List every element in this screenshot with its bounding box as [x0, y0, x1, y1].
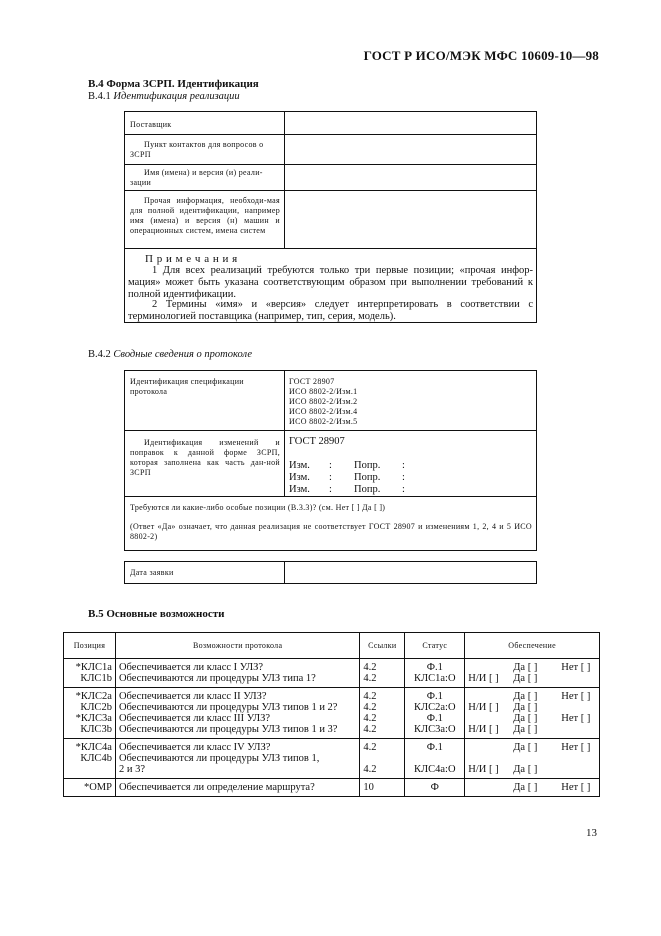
support-no-checkbox: Нет [ ]: [561, 662, 591, 673]
protocol-id-values: [289, 377, 357, 427]
table-row: [64, 659, 600, 688]
status-line: КЛС2а:О: [414, 702, 456, 713]
application-date-label: Дата заявки: [130, 568, 174, 577]
pos-line: *ОМР: [83, 782, 112, 793]
support-line: [468, 673, 596, 684]
row-divider: [124, 134, 537, 135]
table-header-row: [64, 633, 600, 659]
cell-support: [465, 659, 600, 688]
support-ni-checkbox: Н/И [ ]: [468, 724, 499, 735]
support-yes-checkbox: Да [ ]: [513, 713, 538, 724]
ref-line: 4.2: [363, 742, 377, 753]
table-row: [64, 779, 600, 797]
status-line: Ф.1: [426, 713, 443, 724]
other-info-label: Прочая информация, необходи-мая для полной идентификации, например имя (имена) и версия (н) машин и операционных систем, имена систем: [130, 196, 280, 235]
pos-line: [67, 764, 112, 775]
subsection-title: Сводные сведения о протоколе: [113, 349, 252, 360]
change-id-label: Идентификация изменений и поправок к данной форме ЗСРП, которая заполнена как часть дан-ной ЗСРП: [130, 438, 280, 477]
support-line: [468, 782, 596, 793]
cell-ref: [360, 659, 405, 688]
support-line: [468, 764, 596, 775]
cap-line: Обеспечивается ли класс III УЛЗ?: [118, 713, 271, 724]
support-line: [468, 742, 596, 753]
support-line: [468, 691, 596, 702]
ref-line: 4.2: [363, 713, 377, 724]
section-b4-heading: B.4 Форма ЗСРП. Идентификация: [88, 78, 259, 90]
subsection-number: B.4.1: [88, 91, 111, 102]
ref-line: 4.2: [363, 764, 377, 775]
support-no-checkbox: Нет [ ]: [561, 691, 591, 702]
cell-pos: [64, 688, 116, 739]
cell-status: [405, 739, 465, 779]
ref-line: 10: [363, 782, 374, 793]
cap-line: Обеспечивается ли класс IV УЛЗ?: [118, 742, 271, 753]
application-date-table: [124, 561, 537, 584]
support-ni-checkbox: Н/И [ ]: [468, 702, 499, 713]
implementation-name-label: Имя (имена) и версия (и) реали-зации: [130, 168, 263, 187]
cell-pos: [64, 779, 116, 797]
support-no-checkbox: Нет [ ]: [561, 742, 591, 753]
row-divider: [124, 164, 537, 165]
subsection-number: B.4.2: [88, 349, 111, 360]
special-items-question: Требуются ли какие-либо особые позиции (В.3.3)? (см. Нет [ ] Да [ ]): [130, 503, 386, 512]
ref-line: 4.2: [363, 691, 377, 702]
notes-title: П р и м е ч а н и я: [145, 253, 238, 265]
column-divider: [284, 561, 285, 584]
pos-line: КЛС4b: [80, 753, 112, 764]
pos-line: *КЛС2а: [75, 691, 112, 702]
protocol-id-value: ИСО 8802-2/Изм.1: [289, 387, 358, 396]
status-line: Ф.1: [426, 662, 443, 673]
support-yes-checkbox: Да [ ]: [513, 764, 538, 775]
ref-line: 4.2: [363, 724, 377, 735]
status-line: Ф: [430, 782, 439, 793]
pos-line: КЛС1b: [80, 673, 112, 684]
section-b41-subheading: [88, 91, 240, 102]
support-no-checkbox: Нет [ ]: [561, 713, 591, 724]
page-number: 13: [586, 827, 597, 839]
section-b42-subheading: [88, 349, 252, 360]
row-divider: [124, 496, 537, 497]
note-1: 1 Для всех реализаций требуются только три первые позиции; «прочая инфор-мация» может быть указана соответствующим образом при выполнении требований к полной идентификации.: [128, 265, 533, 300]
status-line: КЛС1а:О: [414, 673, 456, 684]
note-2: 2 Термины «имя» и «версия» следует интерпретировать в соответствии с терминологией поставщика (например, тип, серия, модель).: [128, 299, 533, 322]
column-divider: [284, 111, 285, 248]
cell-support: [465, 739, 600, 779]
status-line: КЛС4а:О: [414, 764, 456, 775]
answer-note: (Ответ «Да» означает, что данная реализация не соответствует ГОСТ 28907 и изменениям 1, 2, 4 и 5 ИСО 8802-2): [130, 522, 532, 541]
support-line: [468, 753, 596, 764]
support-yes-checkbox: Да [ ]: [513, 742, 538, 753]
cap-line: Обеспечивается ли класс I УЛЗ?: [118, 662, 264, 673]
column-divider: [284, 370, 285, 496]
ref-line: [363, 753, 401, 764]
cap-line: Обеспечивается ли определение маршрута?: [118, 782, 315, 793]
cell-cap: [115, 688, 359, 739]
ref-line: 4.2: [363, 702, 377, 713]
support-yes-checkbox: Да [ ]: [513, 724, 538, 735]
row-divider: [124, 430, 537, 431]
status-line: КЛС3а:О: [414, 724, 456, 735]
status-line: Ф.1: [426, 691, 443, 702]
col-status: Статус: [405, 633, 465, 659]
section-b5-heading: B.5 Основные возможности: [88, 608, 225, 620]
pos-line: КЛС3b: [80, 724, 112, 735]
cell-ref: [360, 688, 405, 739]
change-title: ГОСТ 28907: [289, 436, 345, 447]
change-row: Изм. : Попр. :: [289, 472, 405, 483]
col-references: Ссылки: [360, 633, 405, 659]
protocol-id-value: ИСО 8802-2/Изм.5: [289, 417, 358, 426]
support-line: [468, 713, 596, 724]
pos-line: *КЛС1а: [75, 662, 112, 673]
status-line: [408, 753, 461, 764]
document-header: ГОСТ Р ИСО/МЭК МФС 10609-10—98: [363, 48, 599, 63]
cell-support: [465, 779, 600, 797]
change-row: Изм. : Попр. :: [289, 484, 405, 495]
cap-line: Обеспечиваются ли процедуры УЛЗ типов 1 и 2?: [118, 702, 338, 713]
support-yes-checkbox: Да [ ]: [513, 662, 538, 673]
col-position: Позиция: [64, 633, 116, 659]
contact-label: Пункт контактов для вопросов о ЗСРП: [130, 140, 264, 159]
support-ni-checkbox: Н/И [ ]: [468, 673, 499, 684]
support-yes-checkbox: Да [ ]: [513, 782, 538, 793]
cell-status: [405, 659, 465, 688]
ref-line: 4.2: [363, 662, 377, 673]
protocol-id-label: Идентификация спецификации протокола: [130, 377, 244, 396]
cell-cap: [115, 659, 359, 688]
row-divider: [124, 248, 537, 249]
support-no-checkbox: Нет [ ]: [561, 782, 591, 793]
cap-line: Обеспечиваются ли процедуры УЛЗ типов 1 и 3?: [118, 724, 338, 735]
cell-support: [465, 688, 600, 739]
support-yes-checkbox: Да [ ]: [513, 691, 538, 702]
cell-ref: [360, 739, 405, 779]
protocol-id-value: ИСО 8802-2/Изм.4: [289, 407, 358, 416]
subsection-title: Идентификация реализации: [113, 91, 240, 102]
pos-line: КЛС2b: [80, 702, 112, 713]
cap-line: Обеспечиваются ли процедуры УЛЗ типа 1?: [118, 673, 316, 684]
ref-line: 4.2: [363, 673, 377, 684]
support-yes-checkbox: Да [ ]: [513, 673, 538, 684]
change-rows: [289, 460, 419, 496]
cell-pos: [64, 659, 116, 688]
support-ni-checkbox: Н/И [ ]: [468, 764, 499, 775]
table-row: [64, 739, 600, 779]
cap-line: Обеспечивается ли класс II УЛЗ?: [118, 691, 267, 702]
cell-ref: [360, 779, 405, 797]
cap-line: Обеспечиваются ли процедуры УЛЗ типов 1,: [118, 753, 320, 764]
cell-pos: [64, 739, 116, 779]
cell-cap: [115, 739, 359, 779]
protocol-id-value: ГОСТ 28907: [289, 377, 335, 386]
support-line: [468, 702, 596, 713]
cell-cap: [115, 779, 359, 797]
capabilities-table: [63, 632, 600, 797]
col-capabilities: Возможности протокола: [115, 633, 359, 659]
table-row: [64, 688, 600, 739]
support-line: [468, 662, 596, 673]
pos-line: *КЛС3а: [75, 713, 112, 724]
change-row: Изм. : Попр. :: [289, 460, 405, 471]
support-line: [468, 724, 596, 735]
row-divider: [124, 190, 537, 191]
support-yes-checkbox: Да [ ]: [513, 702, 538, 713]
col-support: Обеспечение: [465, 633, 600, 659]
status-line: Ф.1: [426, 742, 443, 753]
pos-line: *КЛС4а: [75, 742, 112, 753]
protocol-id-value: ИСО 8802-2/Изм.2: [289, 397, 358, 406]
cell-status: [405, 779, 465, 797]
cell-status: [405, 688, 465, 739]
supplier-label: Поставщик: [130, 120, 172, 129]
cap-line: 2 и 3?: [118, 764, 145, 775]
